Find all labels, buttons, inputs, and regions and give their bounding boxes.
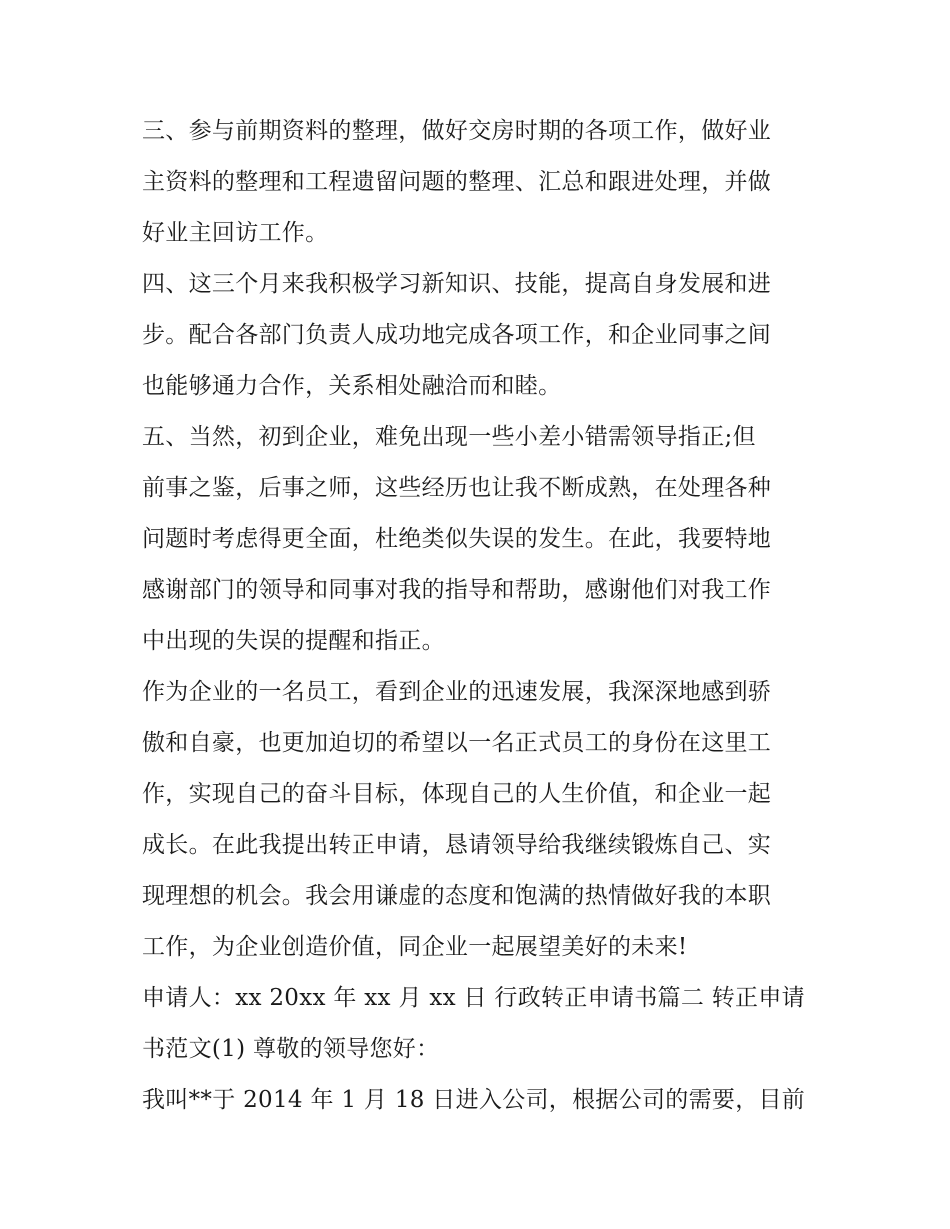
text-line: 工作，为企业创造价值，同企业一起展望美好的未来! bbox=[142, 934, 688, 960]
text-line: 书范文(1) 尊敬的领导您好： bbox=[142, 1036, 440, 1062]
text-line: 申请人：xx 20xx 年 xx 月 xx 日 行政转正申请书篇二 转正申请 bbox=[142, 985, 805, 1011]
text-line: 成长。在此我提出转正申请，恳请领导给我继续锻炼自己、实 bbox=[142, 832, 772, 858]
text-line: 作，实现自己的奋斗目标，体现自己的人生价值，和企业一起 bbox=[142, 781, 772, 807]
text-line: 我叫**于 2014 年 1 月 18 日进入公司，根据公司的需要，目前 bbox=[142, 1087, 806, 1113]
document-body bbox=[142, 106, 822, 1126]
text-line: 前事之鉴，后事之师，这些经历也让我不断成熟，在处理各种 bbox=[142, 475, 772, 501]
text-line: 感谢部门的领导和同事对我的指导和帮助，感谢他们对我工作 bbox=[142, 577, 772, 603]
text-line: 中出现的失误的提醒和指正。 bbox=[142, 628, 445, 654]
text-line: 问题时考虑得更全面，杜绝类似失误的发生。在此，我要特地 bbox=[142, 526, 772, 552]
text-line: 主资料的整理和工程遗留问题的整理、汇总和跟进处理，并做 bbox=[142, 169, 772, 195]
text-line: 三、参与前期资料的整理，做好交房时期的各项工作，做好业 bbox=[142, 118, 772, 144]
text-line: 步。配合各部门负责人成功地完成各项工作，和企业同事之间 bbox=[142, 322, 772, 348]
text-line: 也能够通力合作，关系相处融洽而和睦。 bbox=[142, 373, 562, 399]
text-line: 四、这三个月来我积极学习新知识、技能，提高自身发展和进 bbox=[142, 271, 772, 297]
text-line: 傲和自豪，也更加迫切的希望以一名正式员工的身份在这里工 bbox=[142, 730, 772, 756]
text-line: 五、当然，初到企业，难免出现一些小差小错需领导指正;但 bbox=[142, 424, 756, 450]
text-line: 现理想的机会。我会用谦虚的态度和饱满的热情做好我的本职 bbox=[142, 883, 772, 909]
text-line: 作为企业的一名员工，看到企业的迅速发展，我深深地感到骄 bbox=[142, 679, 772, 705]
text-line: 好业主回访工作。 bbox=[142, 220, 329, 246]
